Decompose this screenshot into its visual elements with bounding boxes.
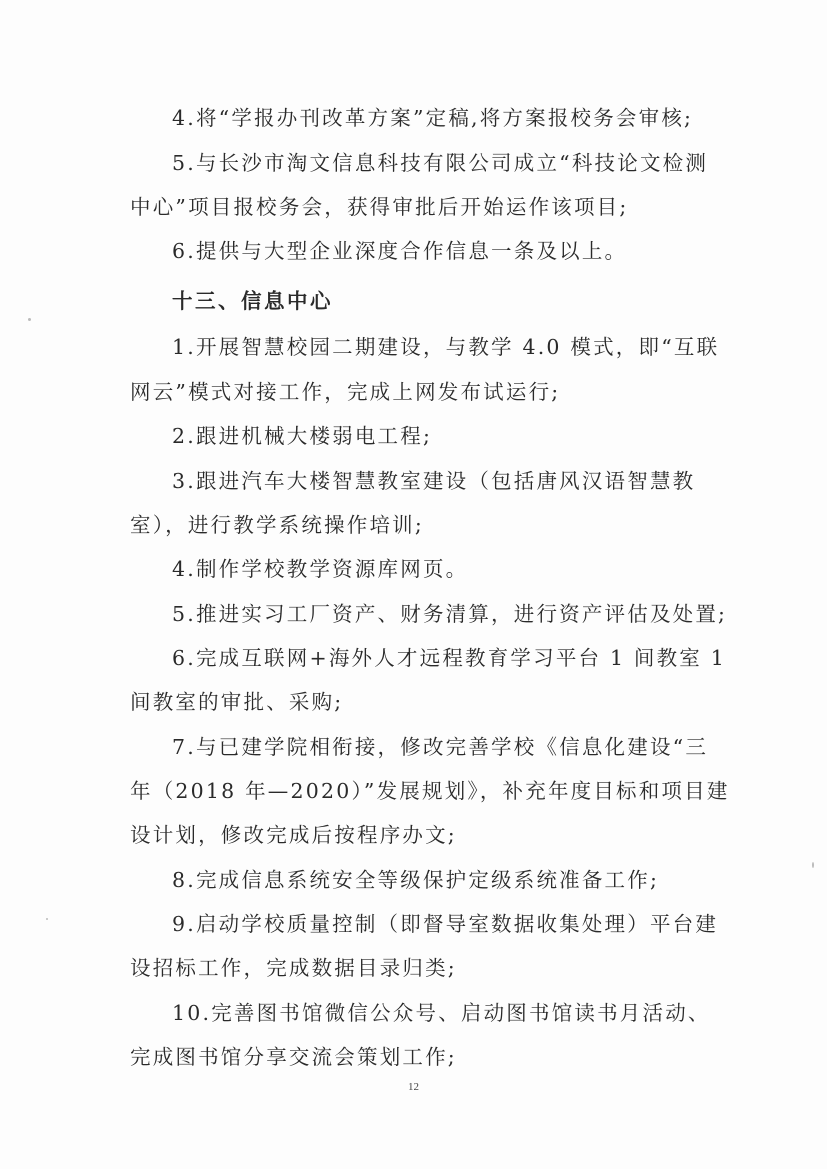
list-item-continuation: 设计划，修改完成后按程序办文; [130, 823, 457, 847]
list-item-continuation: 室），进行教学系统操作培训; [130, 513, 424, 537]
list-item-continuation: 年（2018 年—2020）”发展规划》，补充年度目标和项目建 [130, 779, 730, 803]
section-heading: 十三、信息中心 [172, 289, 333, 313]
list-item-continuation: 完成图书馆分享交流会策划工作; [130, 1045, 457, 1069]
list-item: 6.完成互联网+海外人才远程教育学习平台 1 间教室 1 [172, 646, 726, 670]
scan-speck [46, 918, 48, 920]
page-number: 12 [408, 1081, 419, 1093]
list-item: 10.完善图书馆微信公众号、启动图书馆读书月活动、 [172, 1001, 711, 1025]
list-item: 7.与已建学院相衔接，修改完善学校《信息化建设“三 [172, 735, 709, 759]
scan-speck [28, 318, 31, 321]
list-item: 2.跟进机械大楼弱电工程; [172, 424, 433, 448]
list-item: 4.制作学校教学资源库网页。 [172, 557, 469, 581]
list-item-continuation: 间教室的审批、采购; [130, 690, 344, 714]
list-item: 4.将“学报办刊改革方案”定稿,将方案报校务会审核; [172, 106, 694, 130]
list-item-continuation: 中心”项目报校务会，获得审批后开始运作该项目; [130, 195, 629, 219]
list-item: 1.开展智慧校园二期建设，与教学 4.0 模式，即“互联 [172, 335, 720, 359]
scan-speck [812, 862, 814, 868]
list-item-continuation: 网云”模式对接工作，完成上网发布试运行; [130, 380, 561, 404]
list-item: 6.提供与大型企业深度合作信息一条及以上。 [172, 239, 628, 263]
list-item-continuation: 设招标工作，完成数据目录归类; [130, 956, 457, 980]
list-item: 5.推进实习工厂资产、财务清算，进行资产评估及处置; [172, 602, 728, 626]
list-item: 8.完成信息系统安全等级保护定级系统准备工作; [172, 868, 660, 892]
list-item: 3.跟进汽车大楼智慧教室建设（包括唐风汉语智慧教 [172, 469, 696, 493]
list-item: 9.启动学校质量控制（即督导室数据收集处理）平台建 [172, 912, 719, 936]
list-item: 5.与长沙市淘文信息科技有限公司成立“科技论文检测 [172, 151, 709, 175]
